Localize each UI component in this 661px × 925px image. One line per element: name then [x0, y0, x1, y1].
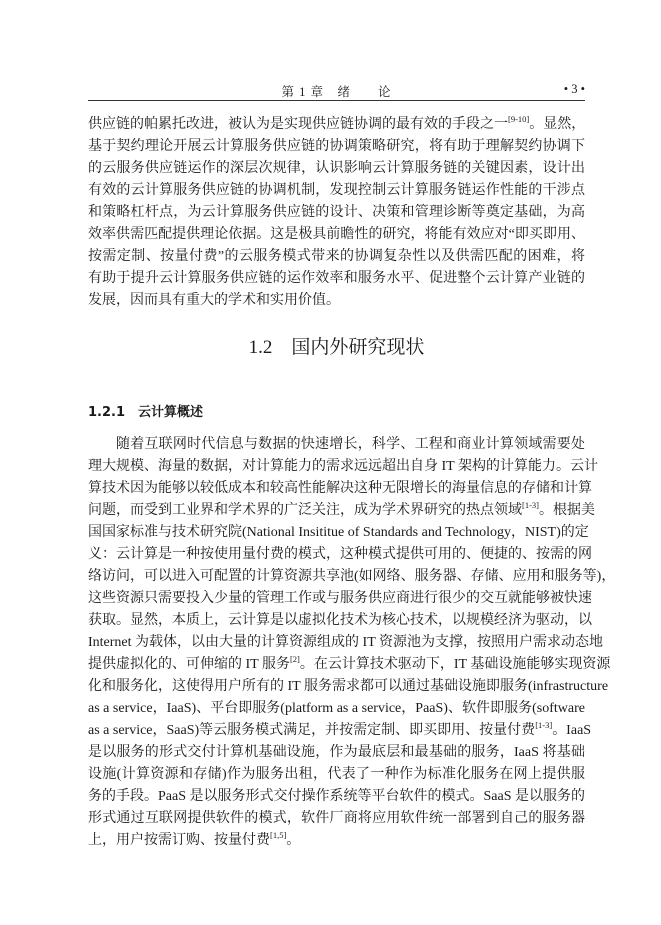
- text-line: [88, 290, 585, 312]
- text-line: [88, 478, 592, 500]
- text-run: 。根据美: [539, 503, 595, 518]
- citation-superscript: [1-3]: [535, 720, 553, 730]
- text-run: 基于契约理论开展云计算服务供应链的协调策略研究，将有助于理解契约协调下: [88, 139, 585, 154]
- text-line: [88, 114, 585, 136]
- text-line: [88, 180, 585, 202]
- subsection-number: 1.2.1: [88, 405, 126, 420]
- text-line: [88, 136, 585, 158]
- text-line: [88, 158, 585, 180]
- section-title: 国内外研究现状: [291, 337, 425, 358]
- text-run: 的云服务供应链运作的深层次规律，认识影响云计算服务链的关键因素，设计出: [88, 161, 585, 176]
- citation-superscript: [1-3]: [522, 500, 539, 510]
- text-line: [88, 676, 609, 698]
- text-run: 算技术因为能够以较低成本和较高性能解决这种无限增长的海量信息的存储和计算: [88, 481, 592, 496]
- text-line: [88, 522, 589, 544]
- text-line: [88, 808, 585, 830]
- text-line: [88, 698, 585, 720]
- text-line: [88, 786, 585, 808]
- text-line: [88, 500, 595, 522]
- text-run: 国国家标准与技术研究院(National Insititue of Standards and Technology，NIST)的定: [88, 525, 589, 540]
- text-line: [88, 720, 592, 742]
- text-line: [88, 268, 585, 290]
- page-number: • 3 •: [563, 82, 585, 96]
- text-line: [88, 588, 592, 610]
- text-run: 上，用户按需订购、按量付费: [88, 833, 270, 848]
- text-run: 这些资源只需要投入少量的管理工作或与服务供应商进行很少的交互就能够被快速: [88, 591, 592, 606]
- text-run: 。: [286, 833, 301, 848]
- paragraph-2: [88, 434, 616, 852]
- subsection-title: 云计算概述: [138, 405, 204, 420]
- text-run: 按需定制、按量付费”的云服务模式带来的协调复杂性以及供需匹配的困难，将: [88, 249, 585, 264]
- subsection-heading: [88, 401, 203, 420]
- citation-superscript: [1,5]: [270, 830, 287, 840]
- text-run: 有助于提升云计算服务供应链的运作效率和服务水平、促进整个云计算产业链的: [88, 271, 585, 286]
- text-run: Internet 为载体，以由大量的计算资源组成的 IT 资源池为支撑，按照用户需求动态地: [88, 635, 603, 650]
- citation-superscript: [9-10]: [508, 114, 530, 124]
- text-run: 获取。显然，本质上，云计算是以虚拟化技术为核心技术，以规模经济为驱动，以: [88, 613, 592, 628]
- text-line: [88, 610, 592, 632]
- paragraph-1: [88, 114, 585, 312]
- text-line: [88, 764, 585, 786]
- text-run: 理大规模、海量的数据，对计算能力的需求远远超出自身 IT 架构的计算能力。云计: [88, 459, 598, 474]
- text-run: 效率供需匹配提供理论依据。这是极具前瞻性的研究，将能有效应对“即买即用、: [88, 227, 585, 242]
- text-run: 化和服务化，这使得用户所有的 IT 服务需求都可以通过基础设施即服务(infrastructure: [88, 679, 609, 694]
- text-run: 义：云计算是一种按使用量付费的模式，这种模式提供可用的、便捷的、按需的网: [88, 547, 592, 562]
- text-line: [88, 742, 585, 764]
- chapter-title: 第 1 章 绪 论: [281, 85, 392, 99]
- section-number: 1.2: [248, 337, 273, 358]
- text-line: [88, 224, 585, 246]
- text-run: as a service，IaaS)、平台即服务(platform as a service，PaaS)、软件即服务(software: [88, 701, 585, 716]
- text-line: [88, 544, 592, 566]
- text-run: 是以服务的形式交付计算机基础设施，作为最底层和最基础的服务，IaaS 将基础: [88, 745, 585, 760]
- text-line: [88, 434, 585, 456]
- text-line: [88, 566, 616, 588]
- text-run: 提供虚拟化的、可伸缩的 IT 服务: [88, 657, 290, 672]
- text-run: 。IaaS: [552, 723, 592, 738]
- text-run: 。在云计算技术驱动下，IT 基础设施能够实现资源: [299, 657, 611, 672]
- text-line: [88, 654, 611, 676]
- text-line: [88, 632, 603, 654]
- text-run: 。显然，: [529, 117, 586, 132]
- text-run: 供应链的帕累托改进，被认为是实现供应链协调的最有效的手段之一: [88, 117, 508, 132]
- citation-superscript: [2]: [289, 654, 300, 664]
- text-run: 务的手段。PaaS 是以服务形式交付操作系统等平台软件的模式。SaaS 是以服务的: [88, 789, 585, 804]
- text-line: [88, 830, 585, 852]
- text-run: 形式通过互联网提供软件的模式，软件厂商将应用软件统一部署到自己的服务器: [88, 811, 585, 826]
- text-line: [88, 202, 585, 224]
- section-heading: [88, 332, 585, 359]
- text-run: 络访问，可以进入可配置的计算资源共享池(如网络、服务器、存储、应用和服务等)，: [88, 569, 616, 584]
- text-run: as a service，SaaS)等云服务模式满足，并按需定制、即买即用、按量付费: [88, 723, 536, 738]
- text-run: 有效的云计算服务供应链的协调机制，发现控制云计算服务链运作性能的干涉点: [88, 183, 585, 198]
- text-run: 发展，因而具有重大的学术和实用价值。: [88, 293, 340, 308]
- text-line: [88, 456, 598, 478]
- text-run: 和策略杠杆点，为云计算服务供应链的设计、决策和管理诊断等奠定基础，为高: [88, 205, 585, 220]
- text-run: 问题，而受到工业界和学术界的广泛关注，成为学术界研究的热点领域: [88, 503, 522, 518]
- text-run: 随着互联网时代信息与数据的快速增长，科学、工程和商业计算领域需要处: [116, 437, 585, 452]
- text-run: 设施(计算资源和存储)作为服务出租，代表了一种作为标准化服务在网上提供服: [88, 767, 585, 782]
- text-line: [88, 246, 585, 268]
- running-header: [88, 80, 585, 101]
